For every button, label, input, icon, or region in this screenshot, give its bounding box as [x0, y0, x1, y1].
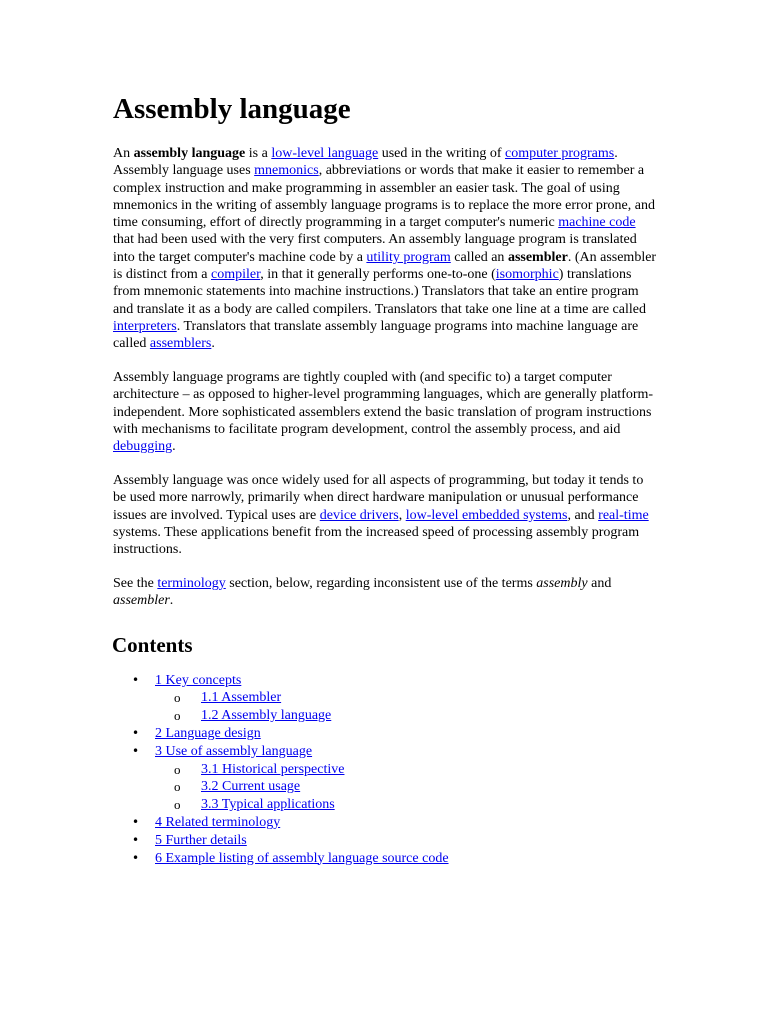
article-link[interactable]: debugging: [113, 439, 173, 455]
article-link[interactable]: assemblers: [149, 336, 212, 352]
toc-subitem: [155, 796, 658, 814]
toc-sublink[interactable]: 1.1 Assembler: [201, 690, 282, 706]
table-of-contents: [113, 672, 658, 868]
toc-sublink[interactable]: 1.2 Assembly language: [201, 708, 332, 724]
text-run: .: [172, 439, 176, 455]
text-run: is a: [245, 146, 272, 161]
contents-heading: Contents: [112, 632, 193, 657]
article-link[interactable]: computer programs: [504, 146, 615, 161]
text-run: Assembly language was once widely used for all aspects of programming, but today it tends to be used more narrowly, primarily when direct hardware manipulation or unusual performance issues are involved. Typical uses are: [113, 473, 644, 523]
toc-link[interactable]: 5 Further details: [155, 832, 247, 848]
text-run: .: [211, 336, 215, 352]
toc-item: [113, 850, 658, 868]
article-body: [113, 92, 658, 867]
intro-paragraph: [113, 145, 658, 353]
toc-item: [113, 672, 658, 725]
toc-subitem: [155, 778, 658, 796]
article-link[interactable]: utility program: [366, 249, 451, 265]
toc-sublist: [155, 689, 658, 725]
text-run: ) translations from mnemonic statements into machine instructions.) Translators that take an entire program and translate it as a body are called compilers. Translators that take one line at a time are called: [113, 267, 646, 317]
text-run: . Assembly language uses: [113, 146, 618, 179]
article-link[interactable]: machine code: [558, 215, 636, 231]
toc-link[interactable]: 3 Use of assembly language: [155, 743, 313, 759]
article-link[interactable]: real-time: [598, 507, 649, 523]
article-link[interactable]: low-level language: [271, 146, 379, 161]
text-run: and: [587, 576, 612, 592]
terminology-paragraph: [113, 575, 658, 610]
toc-subitem: [155, 689, 658, 707]
text-run: .: [169, 593, 174, 609]
toc-sublink[interactable]: 3.1 Historical perspective: [201, 761, 345, 777]
text-run: , and: [567, 507, 599, 523]
article-link[interactable]: compiler: [211, 267, 261, 283]
text-run: , abbreviations or words that make it easier to remember a complex instruction and make programming in assembler an easier task. The goal of using mnemonics in the writing of assembly language programs is to replace the more error prone, and time consuming, effort of directly programming in a target computer's numeric: [113, 163, 655, 231]
toc-link[interactable]: 1 Key concepts: [155, 672, 242, 688]
article-link[interactable]: mnemonics: [254, 163, 319, 179]
bold-term: assembler: [507, 249, 568, 265]
toc-item: [113, 814, 658, 832]
page-title: Assembly language: [113, 93, 351, 125]
toc-sublink[interactable]: 3.2 Current usage: [201, 779, 301, 795]
toc-subitem: [155, 761, 658, 779]
toc-link[interactable]: 4 Related terminology: [155, 815, 281, 830]
text-run: ,: [398, 507, 406, 523]
architecture-paragraph: [113, 369, 658, 455]
text-run: called an: [450, 249, 508, 265]
article-link[interactable]: interpreters: [113, 318, 177, 334]
text-run: section, below, regarding inconsistent use of the terms: [225, 576, 537, 592]
italic-term: assembly: [536, 576, 588, 592]
text-run: used in the writing of: [378, 146, 505, 161]
toc-link[interactable]: 2 Language design: [155, 726, 261, 742]
text-run: . (An assembler is distinct from a: [113, 249, 657, 283]
italic-term: assembler: [113, 593, 170, 609]
toc-item: [113, 725, 658, 743]
text-run: An: [113, 146, 134, 161]
text-run: that had been used with the very first computers. An assembly language program is translated into the target computer's machine code by a: [113, 232, 637, 265]
usage-paragraph: [113, 472, 658, 558]
toc-sublist: [155, 761, 658, 814]
toc-sublink[interactable]: 3.3 Typical applications: [201, 797, 335, 813]
text-run: systems. These applications benefit from the increased speed of processing assembly program instructions.: [113, 524, 640, 558]
text-run: , in that it generally performs one-to-one (: [260, 267, 496, 283]
bold-term: assembly language: [133, 146, 246, 161]
toc-subitem: [155, 707, 658, 725]
article-link[interactable]: device drivers: [319, 507, 399, 523]
text-run: See the: [113, 576, 158, 592]
article-link[interactable]: terminology: [157, 576, 226, 592]
article-link[interactable]: low-level embedded systems: [405, 507, 568, 523]
article-link[interactable]: isomorphic: [495, 267, 559, 283]
toc-item: [113, 743, 658, 814]
toc-item: [113, 832, 658, 850]
text-run: Assembly language programs are tightly coupled with (and specific to) a target computer architecture – as opposed to higher-level programming languages, which are generally platform-independent. More sophisticated assemblers extend the basic translation of program instructions with mechanisms to facilitate program development, control the assembly process, and aid: [113, 370, 654, 437]
toc-link[interactable]: 6 Example listing of assembly language source code: [155, 850, 449, 866]
text-run: . Translators that translate assembly language programs into machine language are called: [113, 318, 639, 352]
